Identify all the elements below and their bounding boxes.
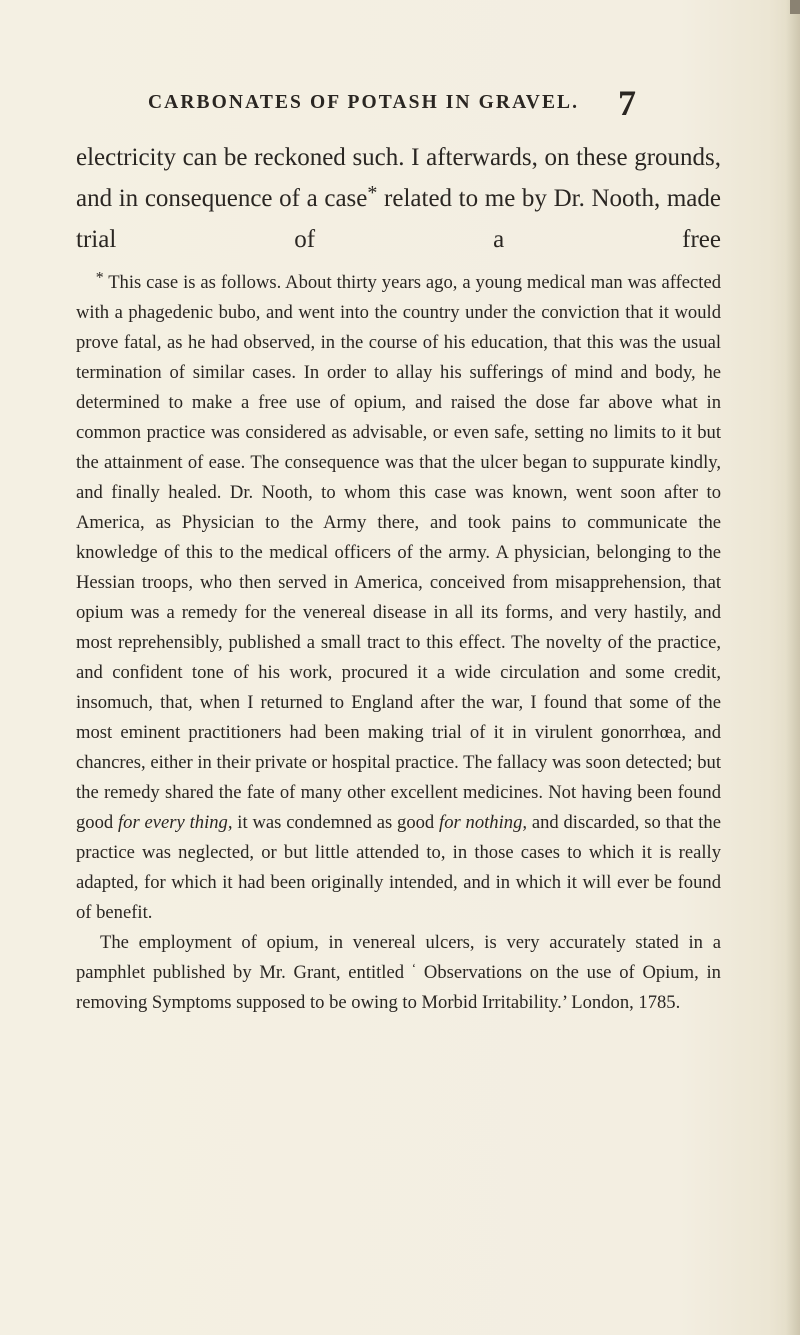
corner-mark: [790, 0, 800, 14]
footnote-text-part3: and discarded, so that the practice was neglected, or but little attended to, in those cases to which it is really adapted, for which it had been originally intended, and in which it will ever be found of benefit.: [76, 812, 721, 923]
opening-quote-mark: ‘: [411, 960, 417, 976]
main-text: [76, 137, 721, 260]
page-edge-shadow: [786, 0, 800, 1335]
footnote-text-part2: it was condemned as good: [232, 812, 440, 833]
footnote-italic-phrase-1: for every thing,: [118, 812, 233, 833]
footnote-text-part1: This case is as follows. About thirty years ago, a young medical man was affected with a phagedenic bubo, and went into the country under the conviction that it would prove fatal, as he had observed, in the course of his education, that this was the usual termination of similar cases. In order to allay his sufferings of mind and body, he determined to make a free use of opium, and raised the dose far above what in common practice was considered as advisable, or even safe, setting no limits to it but the attainment of ease. The consequence was that the ulcer began to suppurate kindly, and finally healed. Dr. Nooth, to whom this case was known, went soon after to America, as Physician to the Army there, and took pains to communicate the knowledge of this to the medical officers of the army. A physician, belonging to the Hessian troops, who then served in America, conceived from misapprehension, that opium was a remedy for the venereal disease in all its forms, and very hastily, and most reprehensibly, published a small tract to this effect. The novelty of the practice, and confident tone of his work, procured it a wide circulation and some credit, insomuch, that, when I returned to England after the war, I found that some of the most eminent practitioners had been making trial of it in virulent gonorrhœa, and chancres, either in their private or hospital practice. The fallacy was soon detected; but the remedy shared the fate of many other excellent medicines. Not having been found good: [76, 272, 721, 833]
page-header: [148, 83, 648, 128]
page-number: 7: [618, 83, 636, 123]
footnote-reference: *: [367, 182, 378, 204]
footnote: [76, 268, 721, 1018]
main-text-part1: electricity can be reckoned such. I afterwards, on these grounds, and in consequence of a case: [76, 144, 721, 212]
main-text-part2: related to me by Dr. Nooth, made trial of a free: [76, 185, 721, 253]
footnote-italic-phrase-2: for nothing,: [439, 812, 528, 833]
footnote-paragraph-1: [76, 268, 721, 928]
running-head: CARBONATES OF POTASH IN GRAVEL.: [148, 92, 580, 113]
footnote-p2-text-part2: Observations on the use of Opium, in removing Symptoms supposed to be owing to Morbid Irritability.’ London, 1785.: [76, 962, 721, 1013]
footnote-paragraph-2: [76, 928, 721, 1018]
footnote-marker: *: [95, 269, 104, 287]
footnote-p2-text-part1: The employment of opium, in venereal ulcers, is very accurately stated in a pamphlet published by Mr. Grant, entitled: [76, 932, 721, 983]
